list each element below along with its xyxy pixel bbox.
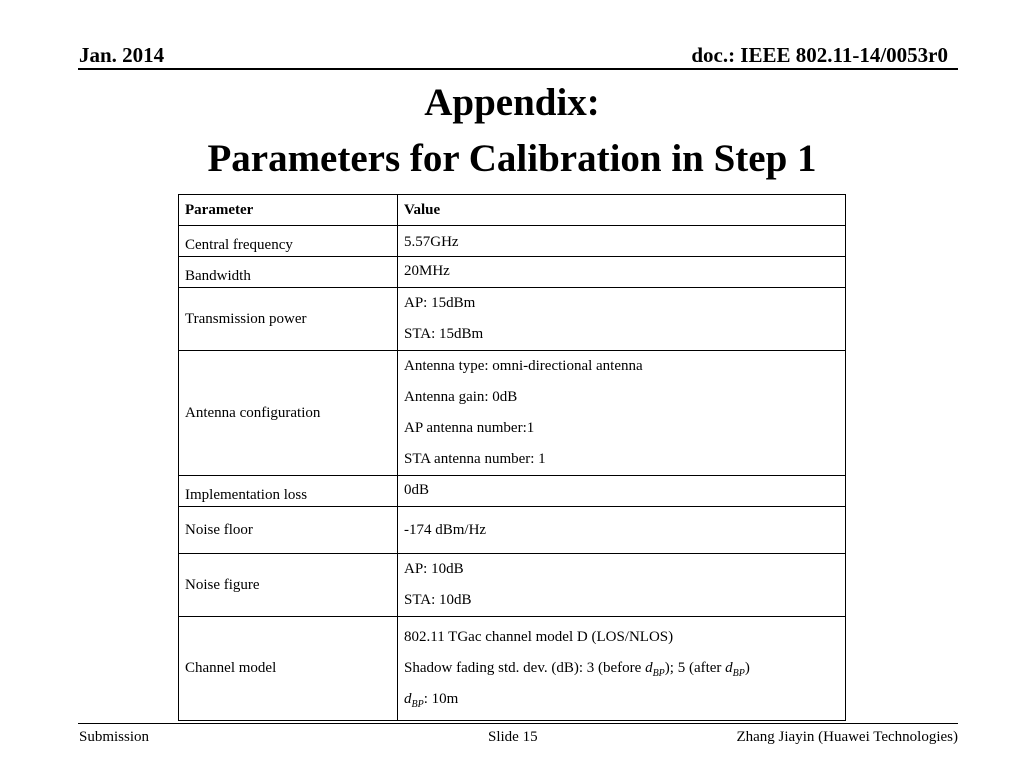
table-row [179,226,846,257]
value-text: ); 5 (after [664,660,726,676]
header-parameter: Parameter [179,195,398,226]
value-line: 802.11 TGac channel model D (LOS/NLOS) [404,629,674,645]
table-row [179,257,846,288]
table-row [179,617,846,721]
table-row [179,554,846,617]
table-row [179,351,846,476]
value-cell: -174 dBm/Hz [398,507,846,554]
header-value: Value [398,195,846,226]
parameter-cell: Bandwidth [179,257,398,288]
table-header-row [179,195,846,226]
math-var: d [725,660,733,676]
value-line [404,653,845,684]
value-text: Shadow fading std. dev. (dB): 3 (before [404,660,646,676]
parameter-cell: Channel model [179,617,398,721]
parameter-cell: Transmission power [179,288,398,351]
value-line: STA: 10dB [404,592,472,608]
value-cell: 20MHz [398,257,846,288]
value-cell [398,617,846,721]
parameter-cell: Noise floor [179,507,398,554]
footer-divider [78,723,958,724]
parameter-cell: Noise figure [179,554,398,617]
footer-author: Zhang Jiayin (Huawei Technologies) [736,729,958,745]
value-line: STA: 15dBm [404,326,484,342]
value-line: Antenna gain: 0dB [404,389,518,405]
parameter-cell: Implementation loss [179,476,398,507]
slide-title-line-1: Appendix: [424,81,600,124]
header-doc-id: doc.: IEEE 802.11-14/0053r0 [691,43,948,67]
value-line: STA antenna number: 1 [404,451,546,467]
value-line: AP: 10dB [404,561,464,577]
parameter-cell: Antenna configuration [179,351,398,476]
math-subscript: BP [652,668,665,679]
parameters-table [178,194,846,721]
table-row [179,288,846,351]
value-text: ) [744,660,750,676]
value-cell [398,351,846,476]
value-text: : 10m [423,691,459,707]
slide-title-line-2: Parameters for Calibration in Step 1 [207,137,817,180]
math-subscript: BP [732,668,745,679]
value-cell: 0dB [398,476,846,507]
math-var: d [645,660,653,676]
value-cell [398,288,846,351]
value-line: AP: 15dBm [404,295,476,311]
math-subscript: BP [411,699,424,710]
math-var: d [404,691,412,707]
parameter-cell: Central frequency [179,226,398,257]
footer-slide-number: Slide 15 [488,729,538,745]
table-row [179,507,846,554]
table-row [179,476,846,507]
footer-submission: Submission [79,729,150,745]
value-cell: 5.57GHz [398,226,846,257]
header-divider [78,68,958,70]
value-line [404,684,845,715]
value-line: Antenna type: omni-directional antenna [404,358,643,374]
header-date: Jan. 2014 [79,43,165,67]
value-line: AP antenna number:1 [404,420,535,436]
value-cell [398,554,846,617]
